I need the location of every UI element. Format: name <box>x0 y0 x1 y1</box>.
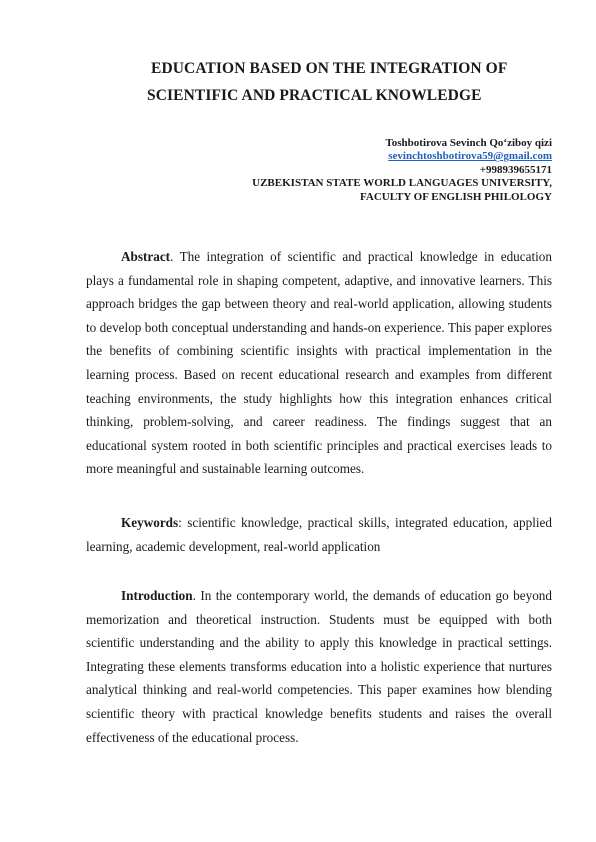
introduction-text: . In the contemporary world, the demands of education go beyond memorization and theoretical instruction. Students must be equipped with both scientific understanding and the ability to apply this knowledge in practical settings. Integrating these elements transforms education into a holistic experience that nurtures analytical thinking and real-world competencies. This paper examines how blending scientific theory with practical knowledge benefits students and raises the overall effectiveness of the educational process. <box>86 588 552 745</box>
author-university: UZBEKISTAN STATE WORLD LANGUAGES UNIVERSITY, <box>252 177 552 190</box>
introduction-paragraph <box>86 584 552 749</box>
author-faculty: FACULTY OF ENGLISH PHILOLOGY <box>359 190 552 203</box>
author-block <box>252 137 552 204</box>
keywords-text: : scientific knowledge, practical skills, integrated education, applied learning, academic development, real-world application <box>86 515 552 554</box>
author-phone: +998939655171 <box>479 163 552 176</box>
abstract-text: . The integration of scientific and practical knowledge in education plays a fundamental role in shaping competent, adaptive, and innovative learners. This approach bridges the gap between theory and real-world application, allowing students to develop both conceptual understanding and hands-on experience. This paper explores the benefits of combining scientific insights with practical implementation in the learning process. Based on recent educational research and examples from different teaching environments, the study highlights how this integration enhances critical thinking, problem-solving, and career readiness. The findings suggest that an educational system rooted in both scientific principles and practical exercises leads to more meaningful and sustainable learning outcomes. <box>86 249 552 477</box>
author-email-link[interactable]: sevinchtoshbotirova59@gmail.com <box>388 150 552 163</box>
introduction-label: Introduction <box>121 588 193 603</box>
author-name: Toshbotirova Sevinch Qo‘ziboy qizi <box>385 137 552 149</box>
paper-title-line-1: EDUCATION BASED ON THE INTEGRATION OF <box>151 60 508 77</box>
abstract-paragraph <box>86 245 552 481</box>
keywords-paragraph <box>86 511 552 558</box>
abstract-label: Abstract <box>121 249 171 264</box>
keywords-label: Keywords <box>121 515 179 530</box>
paper-title-line-2: SCIENTIFIC AND PRACTICAL KNOWLEDGE <box>147 87 482 104</box>
